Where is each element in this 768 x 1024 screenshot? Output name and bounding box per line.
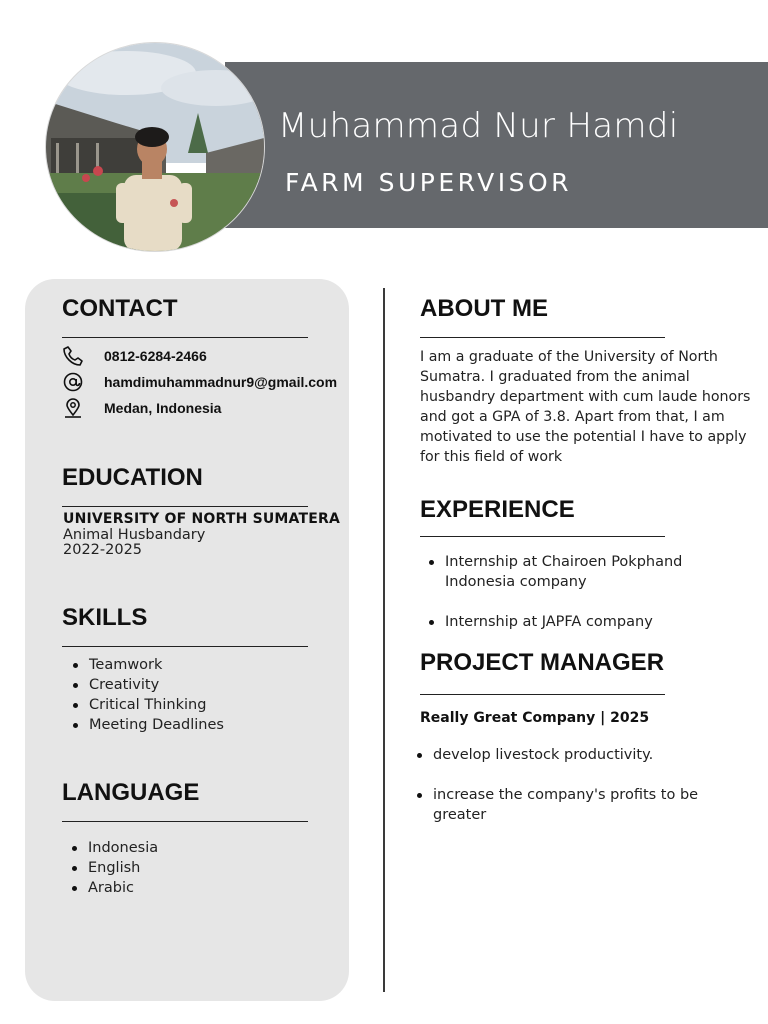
list-item: Meeting Deadlines (70, 715, 224, 735)
contact-email-row (62, 371, 337, 393)
list-item: increase the company's profits to be greater (414, 785, 744, 825)
skills-rule (62, 646, 308, 647)
education-school: UNIVERSITY OF NORTH SUMATERA (63, 511, 341, 527)
skills-title: SKILLS (62, 604, 148, 631)
column-divider (383, 288, 385, 992)
list-item: develop livestock productivity. (414, 745, 744, 765)
contact-phone: 0812-6284-2466 (104, 348, 207, 364)
profile-photo (45, 42, 265, 252)
location-pin-icon (62, 397, 84, 419)
education-title: EDUCATION (62, 464, 203, 491)
contact-rule (62, 337, 308, 338)
phone-icon (62, 345, 84, 367)
list-item: Teamwork (70, 655, 224, 675)
list-item: Indonesia (69, 838, 158, 858)
list-item: Internship at Chairoen Pokphand Indonesia company (426, 552, 746, 592)
education-program: Animal Husbandary (63, 527, 206, 543)
language-rule (62, 821, 308, 822)
list-item: Internship at JAPFA company (426, 612, 746, 632)
list-item: English (69, 858, 158, 878)
education-years: 2022-2025 (63, 542, 143, 558)
project-list (414, 745, 744, 825)
project-company: Really Great Company | 2025 (420, 710, 650, 726)
contact-title: CONTACT (62, 295, 178, 322)
about-rule (420, 337, 665, 338)
contact-location-row (62, 397, 221, 419)
language-title: LANGUAGE (62, 779, 200, 806)
list-item: Creativity (70, 675, 224, 695)
list-item: Critical Thinking (70, 695, 224, 715)
language-list (69, 838, 158, 898)
experience-list (426, 552, 746, 632)
project-rule (420, 694, 665, 695)
experience-rule (420, 536, 665, 537)
project-title: PROJECT MANAGER (420, 649, 665, 676)
about-title: ABOUT ME (420, 295, 548, 322)
person-name: Muhammad Nur Hamdi (278, 106, 679, 146)
job-title: FARM SUPERVISOR (285, 168, 573, 197)
list-item: Arabic (69, 878, 158, 898)
skills-list (70, 655, 224, 735)
education-rule (62, 506, 308, 507)
about-text: I am a graduate of the University of North Sumatra. I graduated from the animal husbandry department with cum laude honors and got a GPA of 3.8. Apart from that, I am motivated to use the potential I have to apply for this field of work (420, 349, 751, 465)
contact-location: Medan, Indonesia (104, 400, 222, 416)
at-sign-icon (62, 371, 84, 393)
contact-email: hamdimuhammadnur9@gmail.com (104, 374, 338, 390)
contact-phone-row (62, 345, 207, 367)
experience-title: EXPERIENCE (420, 496, 575, 523)
